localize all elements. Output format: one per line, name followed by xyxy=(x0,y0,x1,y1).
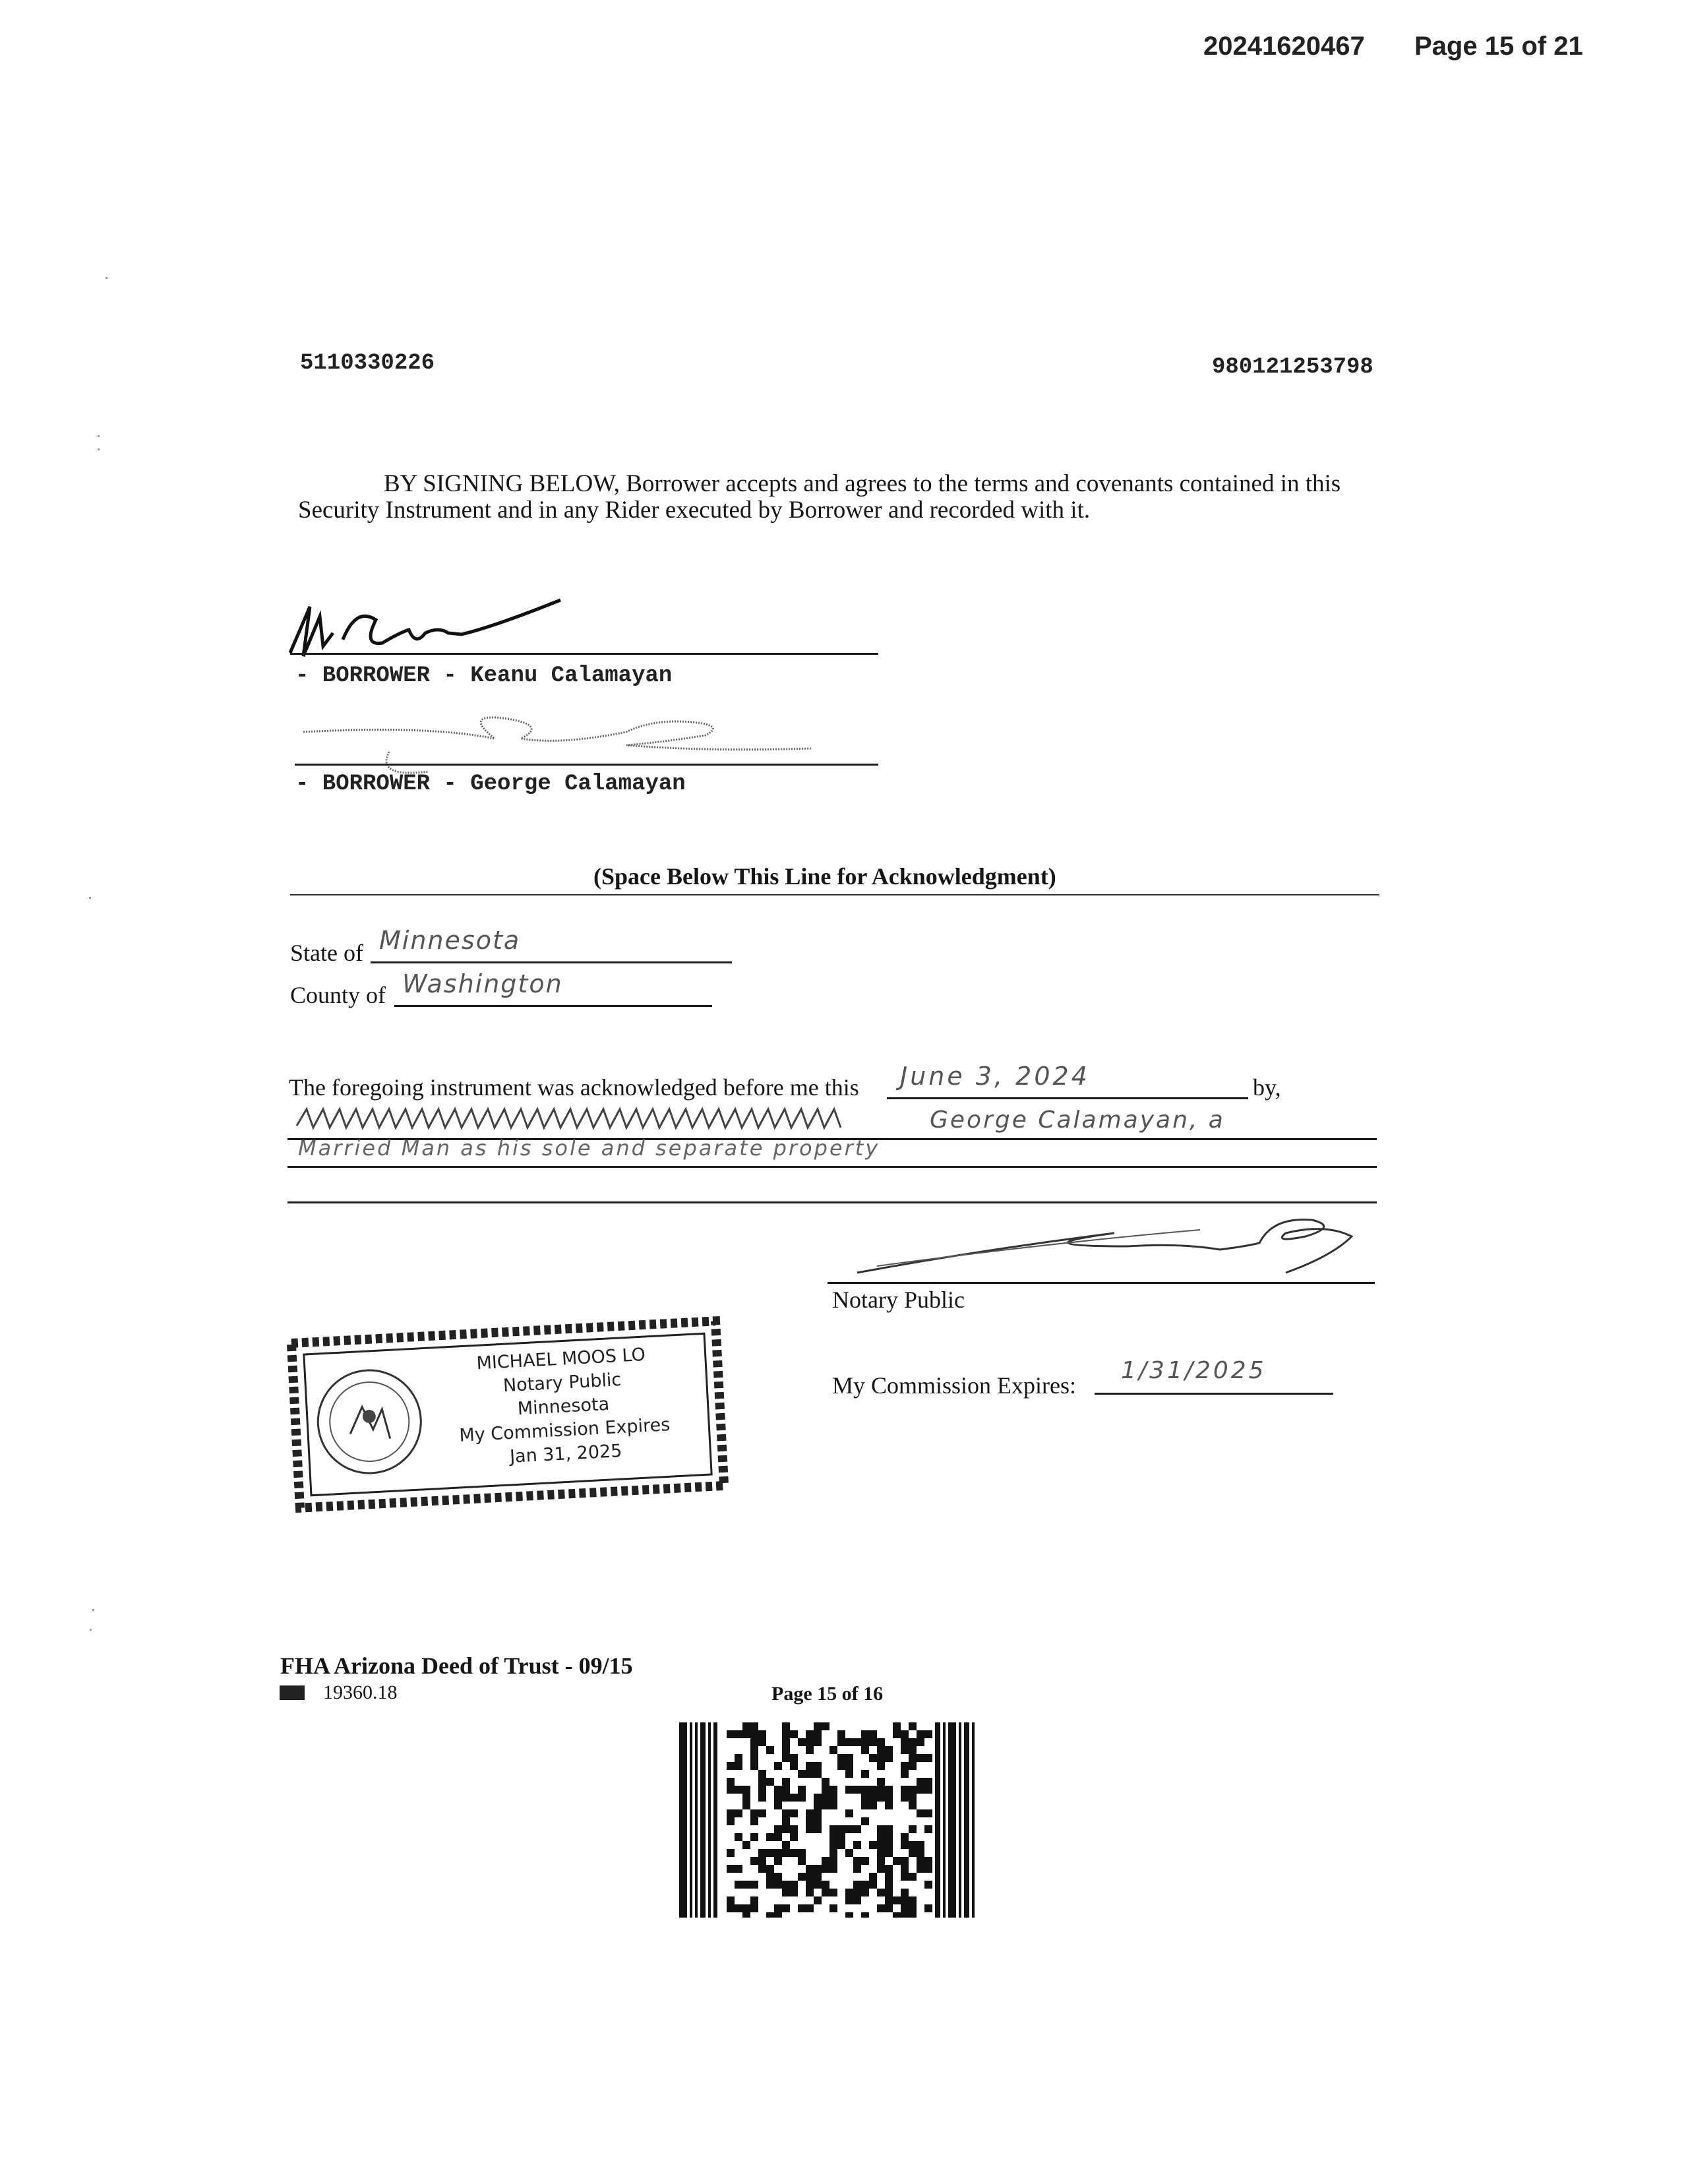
names-line-1: George Calamayan, a xyxy=(930,1107,1225,1134)
signing-statement-line2: Security Instrument and in any Rider executed by Borrower and recorded with it. xyxy=(298,497,1091,524)
commission-value: 1/31/2025 xyxy=(1121,1357,1267,1384)
stamp-expires-date: Jan 31, 2025 xyxy=(509,1441,623,1467)
county-label: County of xyxy=(290,982,386,1008)
acknowledgment-heading: (Space Below This Line for Acknowledgment) xyxy=(593,863,1056,890)
barcode xyxy=(679,1722,975,1918)
names-line-2: Married Man as his sole and separate property xyxy=(298,1136,880,1161)
form-page: Page 15 of 16 xyxy=(771,1683,884,1705)
notary-signature-line xyxy=(828,1282,1375,1284)
stamp-state: Minnesota xyxy=(517,1393,610,1420)
signing-statement-line1: BY SIGNING BELOW, Borrower accepts and agrees to the terms and covenants contained in this xyxy=(384,470,1341,497)
form-logo xyxy=(280,1685,305,1700)
borrower-2-signature xyxy=(297,699,824,778)
stamp-name: MICHAEL MOOS LO xyxy=(475,1344,646,1374)
by-label: by, xyxy=(1253,1074,1281,1101)
form-code: 19360.18 xyxy=(323,1682,398,1703)
notary-public-label: Notary Public xyxy=(832,1287,965,1313)
form-title: FHA Arizona Deed of Trust - 09/15 xyxy=(280,1653,633,1679)
names-line-3-rule xyxy=(287,1201,1377,1203)
date-line xyxy=(887,1097,1248,1099)
county-line xyxy=(394,1005,712,1007)
commission-label: My Commission Expires: xyxy=(832,1372,1077,1399)
borrower-1-signature xyxy=(284,593,574,666)
county-value: Washington xyxy=(402,969,563,998)
state-value: Minnesota xyxy=(379,926,521,955)
borrower-1-caption: - BORROWER - Keanu Calamayan xyxy=(295,663,673,688)
notary-signature xyxy=(851,1210,1365,1283)
acknowledgment-divider xyxy=(290,894,1379,895)
borrower-1-signature-line xyxy=(290,653,878,655)
loan-number-left: 5110330226 xyxy=(300,351,435,376)
names-line-2-rule xyxy=(287,1166,1377,1168)
notary-stamp xyxy=(286,1316,729,1513)
stamp-expires-label: My Commission Expires xyxy=(458,1414,671,1446)
state-label: State of xyxy=(290,940,363,966)
acknowledgment-date: June 3, 2024 xyxy=(900,1062,1090,1091)
recording-number: 20241620467 xyxy=(1203,32,1365,61)
loan-number-right: 980121253798 xyxy=(1212,355,1373,380)
state-line xyxy=(371,961,732,963)
struck-name-scribble xyxy=(293,1103,913,1136)
page-label: Page 15 of 21 xyxy=(1414,32,1583,61)
foregoing-label: The foregoing instrument was acknowledged before me this xyxy=(289,1074,859,1101)
stamp-title: Notary Public xyxy=(502,1369,622,1397)
borrower-2-caption: - BORROWER - George Calamayan xyxy=(295,772,686,797)
commission-line xyxy=(1095,1393,1333,1395)
borrower-2-signature-line xyxy=(295,764,878,766)
